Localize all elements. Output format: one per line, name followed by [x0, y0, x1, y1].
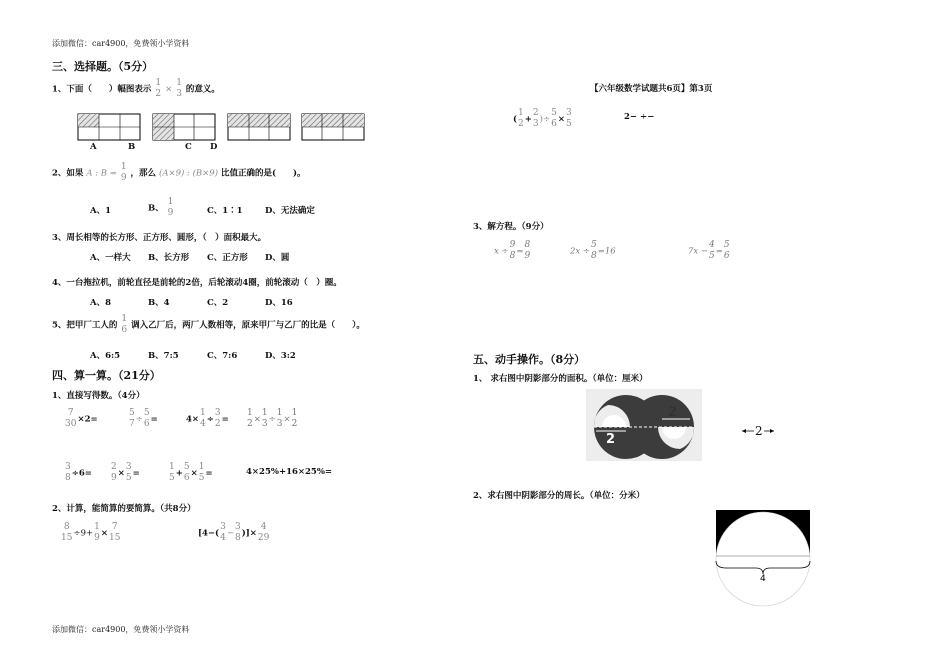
direct-calc-3: 4× 1 4 ÷ 3 2 = — [186, 408, 229, 429]
circle-perimeter-figure — [716, 510, 812, 610]
watermark-bottom: 添加微信：car4900，免费领小学资料 — [52, 625, 190, 634]
calc-1: 8 15 ÷9+ 1 9 × 7 15 — [61, 522, 121, 543]
section4-title: 四、算一算。（21分） — [52, 369, 161, 382]
dim-label-right: 2 — [668, 405, 678, 420]
equation-3: 7x − 4 5 = 5 6 — [688, 240, 730, 261]
calc-3: ( 1 2 + 2 3 )÷ 5 6 × 3 5 — [513, 108, 572, 129]
label-b: B — [128, 142, 136, 152]
q3-text: 3、周长相等的长方形、正方形、圆形，（ ）面积最大。 — [52, 233, 267, 243]
direct-calc-title: 1、直接写得数。（4分） — [52, 391, 145, 401]
q3-option-c: C、正方形 — [207, 253, 248, 263]
bar-figure-a — [78, 114, 140, 140]
fraction: 1 6 — [121, 314, 128, 335]
label-d: D — [210, 142, 218, 152]
section5-q2: 2、求右图中阴影部分的周长。（单位：分米） — [473, 491, 645, 501]
q2-line: 2、如果 A : B = 1 9 ，那么 (A×9) : (B×9) 比值正确的是( )。 — [52, 162, 306, 183]
dim-label: 4 — [760, 574, 766, 584]
q3-option-d: D、圆 — [265, 253, 290, 263]
calc-title: 2、计算，能简算的要简算。（共8分） — [52, 504, 196, 514]
bar-figure-b — [153, 114, 215, 140]
section5-q1: 1、 求右图中阴影部分的面积。（单位：厘米） — [473, 374, 648, 384]
equations-title: 3、解方程。（9分） — [473, 222, 549, 232]
q2-option-d: D、无法确定 — [265, 206, 315, 216]
direct-calc-4: 1 2 × 1 3 ÷ 1 3 × 1 2 — [247, 408, 298, 429]
q2-option-a: A、1 — [90, 206, 112, 216]
dim-label-left: 2 — [606, 432, 616, 447]
direct-calc-8: 4×25%+16×25%= — [246, 467, 333, 477]
equation-1: x ÷ 9 8 = 8 9 — [494, 240, 531, 261]
direct-calc-5: 3 8 ÷6= — [65, 462, 92, 483]
q4-option-c: C、2 — [207, 298, 229, 308]
q5-option-c: C、7:6 — [207, 351, 238, 361]
equation-2: 2x ÷ 5 8 =16 — [570, 240, 616, 261]
calc-4: 2− ÷− — [624, 112, 655, 122]
q1-line: 1、下面（ ）幅图表示 1 2 × 1 3 的意义。 — [52, 78, 220, 99]
fraction: 1 2 — [155, 78, 162, 99]
calc-2: [4−( 3 4 − 3 8 )]× 4 29 — [198, 522, 270, 543]
q3-option-a: A、一样大 — [90, 253, 131, 263]
shaded-area-figure — [586, 389, 702, 461]
q2-option-b: B、 1 9 — [148, 197, 174, 218]
fraction: 1 9 — [120, 162, 127, 183]
q3-option-b: B、长方形 — [148, 253, 190, 263]
q4-text: 4、一台拖拉机，前轮直径是前轮的2倍，后轮滚动4圈，前轮滚动（ ）圈。 — [52, 278, 342, 288]
direct-calc-7: 1 5 + 5 6 × 1 5 = — [169, 462, 213, 483]
fraction: 1 9 — [167, 197, 174, 218]
bar-figure-c — [228, 114, 290, 140]
q4-option-b: B、4 — [148, 298, 170, 308]
section3-title: 三、选择题。（5分） — [52, 60, 154, 73]
fraction: 1 3 — [176, 78, 182, 99]
direct-calc-1: 7 30 ×2= — [65, 408, 98, 429]
q4-option-d: D、16 — [265, 298, 293, 308]
arrow-label: 2 — [755, 424, 763, 438]
page-header: 【六年级数学试题共6页】第3页 — [590, 84, 713, 94]
direct-calc-2: 5 7 ÷ 5 6 = — [129, 408, 158, 429]
bar-figure-d — [302, 114, 364, 140]
q5-option-b: B、7:5 — [148, 351, 179, 361]
label-c: C — [185, 142, 192, 152]
section5-title: 五、动手操作。（8分） — [473, 353, 586, 366]
direct-calc-6: 2 9 × 3 5 = — [111, 462, 140, 483]
watermark-top: 添加微信：car4900，免费领小学资料 — [52, 39, 190, 48]
q5-option-d: D、3:2 — [265, 351, 296, 361]
q5-option-a: A、6:5 — [90, 351, 121, 361]
label-a: A — [90, 142, 97, 152]
q5-line: 5、把甲厂工人的 1 6 调入乙厂后，两厂人数相等，原来甲厂与乙厂的比是（ ）。 — [52, 314, 365, 335]
q2-option-c: C、1∶1 — [207, 206, 243, 216]
q4-option-a: A、8 — [90, 298, 112, 308]
